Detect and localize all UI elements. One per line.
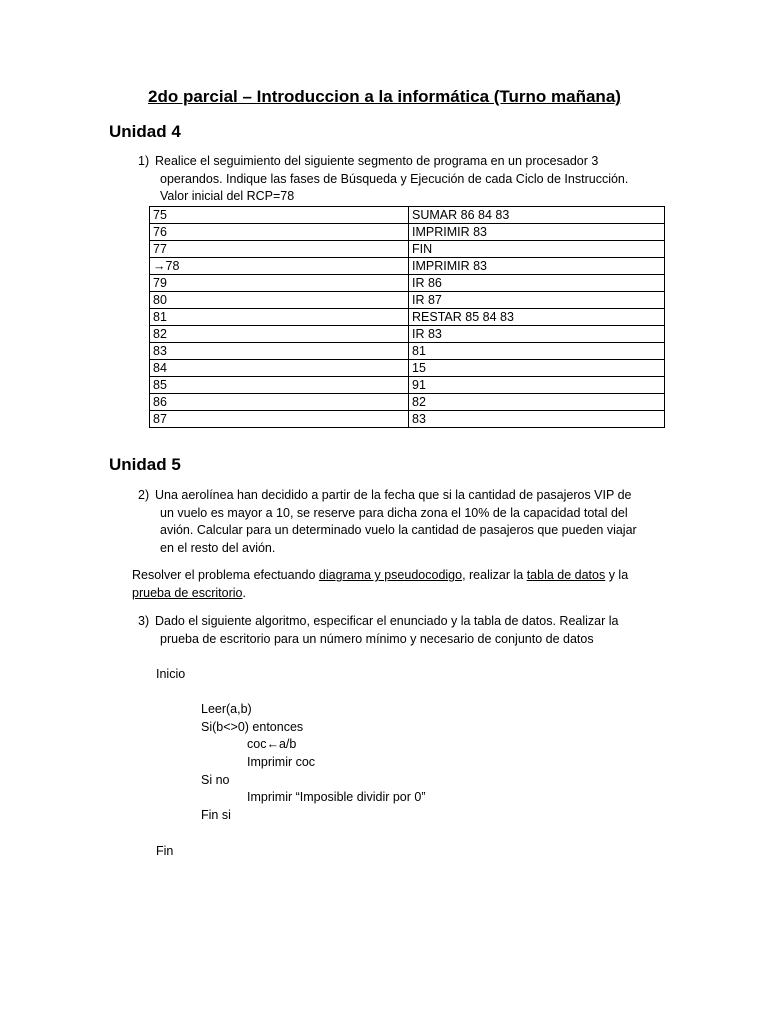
question-2-line: avión. Calcular para un determinado vuelo la cantidad de pasajeros que pueden viajar xyxy=(160,523,637,537)
question-1-line: Valor inicial del RCP=78 xyxy=(160,189,295,203)
address-cell: 81 xyxy=(150,309,409,326)
code-asignacion: coc←a/b xyxy=(247,737,297,751)
address-cell: 87 xyxy=(150,411,409,428)
code-fin: Fin xyxy=(156,844,174,858)
table-row xyxy=(150,411,665,428)
content-cell: 83 xyxy=(409,411,665,428)
address-cell: 82 xyxy=(150,326,409,343)
content-cell: 15 xyxy=(409,360,665,377)
table-row xyxy=(150,292,665,309)
prueba-escritorio-link: prueba de escritorio xyxy=(132,586,243,600)
table-row xyxy=(150,326,665,343)
content-cell: IMPRIMIR 83 xyxy=(409,224,665,241)
content-cell: SUMAR 86 84 83 xyxy=(409,207,665,224)
content-cell: FIN xyxy=(409,241,665,258)
unidad-4-heading: Unidad 4 xyxy=(109,122,181,141)
resolver-line-2 xyxy=(132,585,246,603)
code-leer: Leer(a,b) xyxy=(201,702,252,716)
code-si: Si(b<>0) entonces xyxy=(201,720,304,734)
address-cell: 85 xyxy=(150,377,409,394)
address-cell: 84 xyxy=(150,360,409,377)
question-3-number: 3) xyxy=(138,614,150,628)
table-row xyxy=(150,394,665,411)
address-cell: 86 xyxy=(150,394,409,411)
resolver-line-1 xyxy=(132,567,628,585)
table-row xyxy=(150,275,665,292)
content-cell: IR 86 xyxy=(409,275,665,292)
question-2-number: 2) xyxy=(138,488,150,502)
content-cell: IMPRIMIR 83 xyxy=(409,258,665,275)
address-cell: →78 xyxy=(150,258,409,275)
resolver-text: Resolver el problema efectuando xyxy=(132,568,319,582)
address-cell: 77 xyxy=(150,241,409,258)
document-title: 2do parcial – Introduccion a la informática (Turno mañana) xyxy=(148,87,621,106)
content-cell: IR 87 xyxy=(409,292,665,309)
question-2-line: Una aerolínea han decidido a partir de la fecha que si la cantidad de pasajeros VIP de xyxy=(155,488,632,502)
question-3-line: prueba de escritorio para un número mínimo y necesario de conjunto de datos xyxy=(160,632,594,646)
table-row xyxy=(150,241,665,258)
code-sino: Si no xyxy=(201,773,230,787)
content-cell: 81 xyxy=(409,343,665,360)
question-1-line: Realice el seguimiento del siguiente segmento de programa en un procesador 3 xyxy=(155,154,599,168)
content-cell: 82 xyxy=(409,394,665,411)
address-cell: 76 xyxy=(150,224,409,241)
table-row xyxy=(150,343,665,360)
table-row xyxy=(150,377,665,394)
address-cell: 79 xyxy=(150,275,409,292)
content-cell: IR 83 xyxy=(409,326,665,343)
diagrama-pseudocodigo-link: diagrama y pseudocodigo xyxy=(318,568,463,582)
table-row xyxy=(150,360,665,377)
content-cell: 91 xyxy=(409,377,665,394)
address-cell: 80 xyxy=(150,292,409,309)
table-row xyxy=(150,207,665,224)
resolver-text: . xyxy=(242,586,246,600)
question-3-line: Dado el siguiente algoritmo, especificar el enunciado y la tabla de datos. Realizar la xyxy=(155,614,619,628)
code-imprimir: Imprimir coc xyxy=(247,755,316,769)
resolver-text: , realizar la xyxy=(462,568,527,582)
question-1-line: operandos. Indique las fases de Búsqueda y Ejecución de cada Ciclo de Instrucción. xyxy=(160,172,629,186)
table-row xyxy=(150,224,665,241)
code-finsi: Fin si xyxy=(201,808,231,822)
tabla-datos-link: tabla de datos xyxy=(526,568,606,582)
table-row xyxy=(150,309,665,326)
question-1-number: 1) xyxy=(138,154,150,168)
program-table xyxy=(149,206,665,428)
address-cell: 75 xyxy=(150,207,409,224)
table-row xyxy=(150,258,665,275)
address-cell: 83 xyxy=(150,343,409,360)
question-2-line: un vuelo es mayor a 10, se reserve para dicha zona el 10% de la capacidad total del xyxy=(160,506,628,520)
content-cell: RESTAR 85 84 83 xyxy=(409,309,665,326)
code-inicio: Inicio xyxy=(156,667,186,681)
question-2-line: en el resto del avión. xyxy=(160,541,276,555)
code-imprimir-error: Imprimir “Imposible dividir por 0” xyxy=(247,790,426,804)
resolver-text: y la xyxy=(605,568,629,582)
unidad-5-heading: Unidad 5 xyxy=(109,455,181,474)
